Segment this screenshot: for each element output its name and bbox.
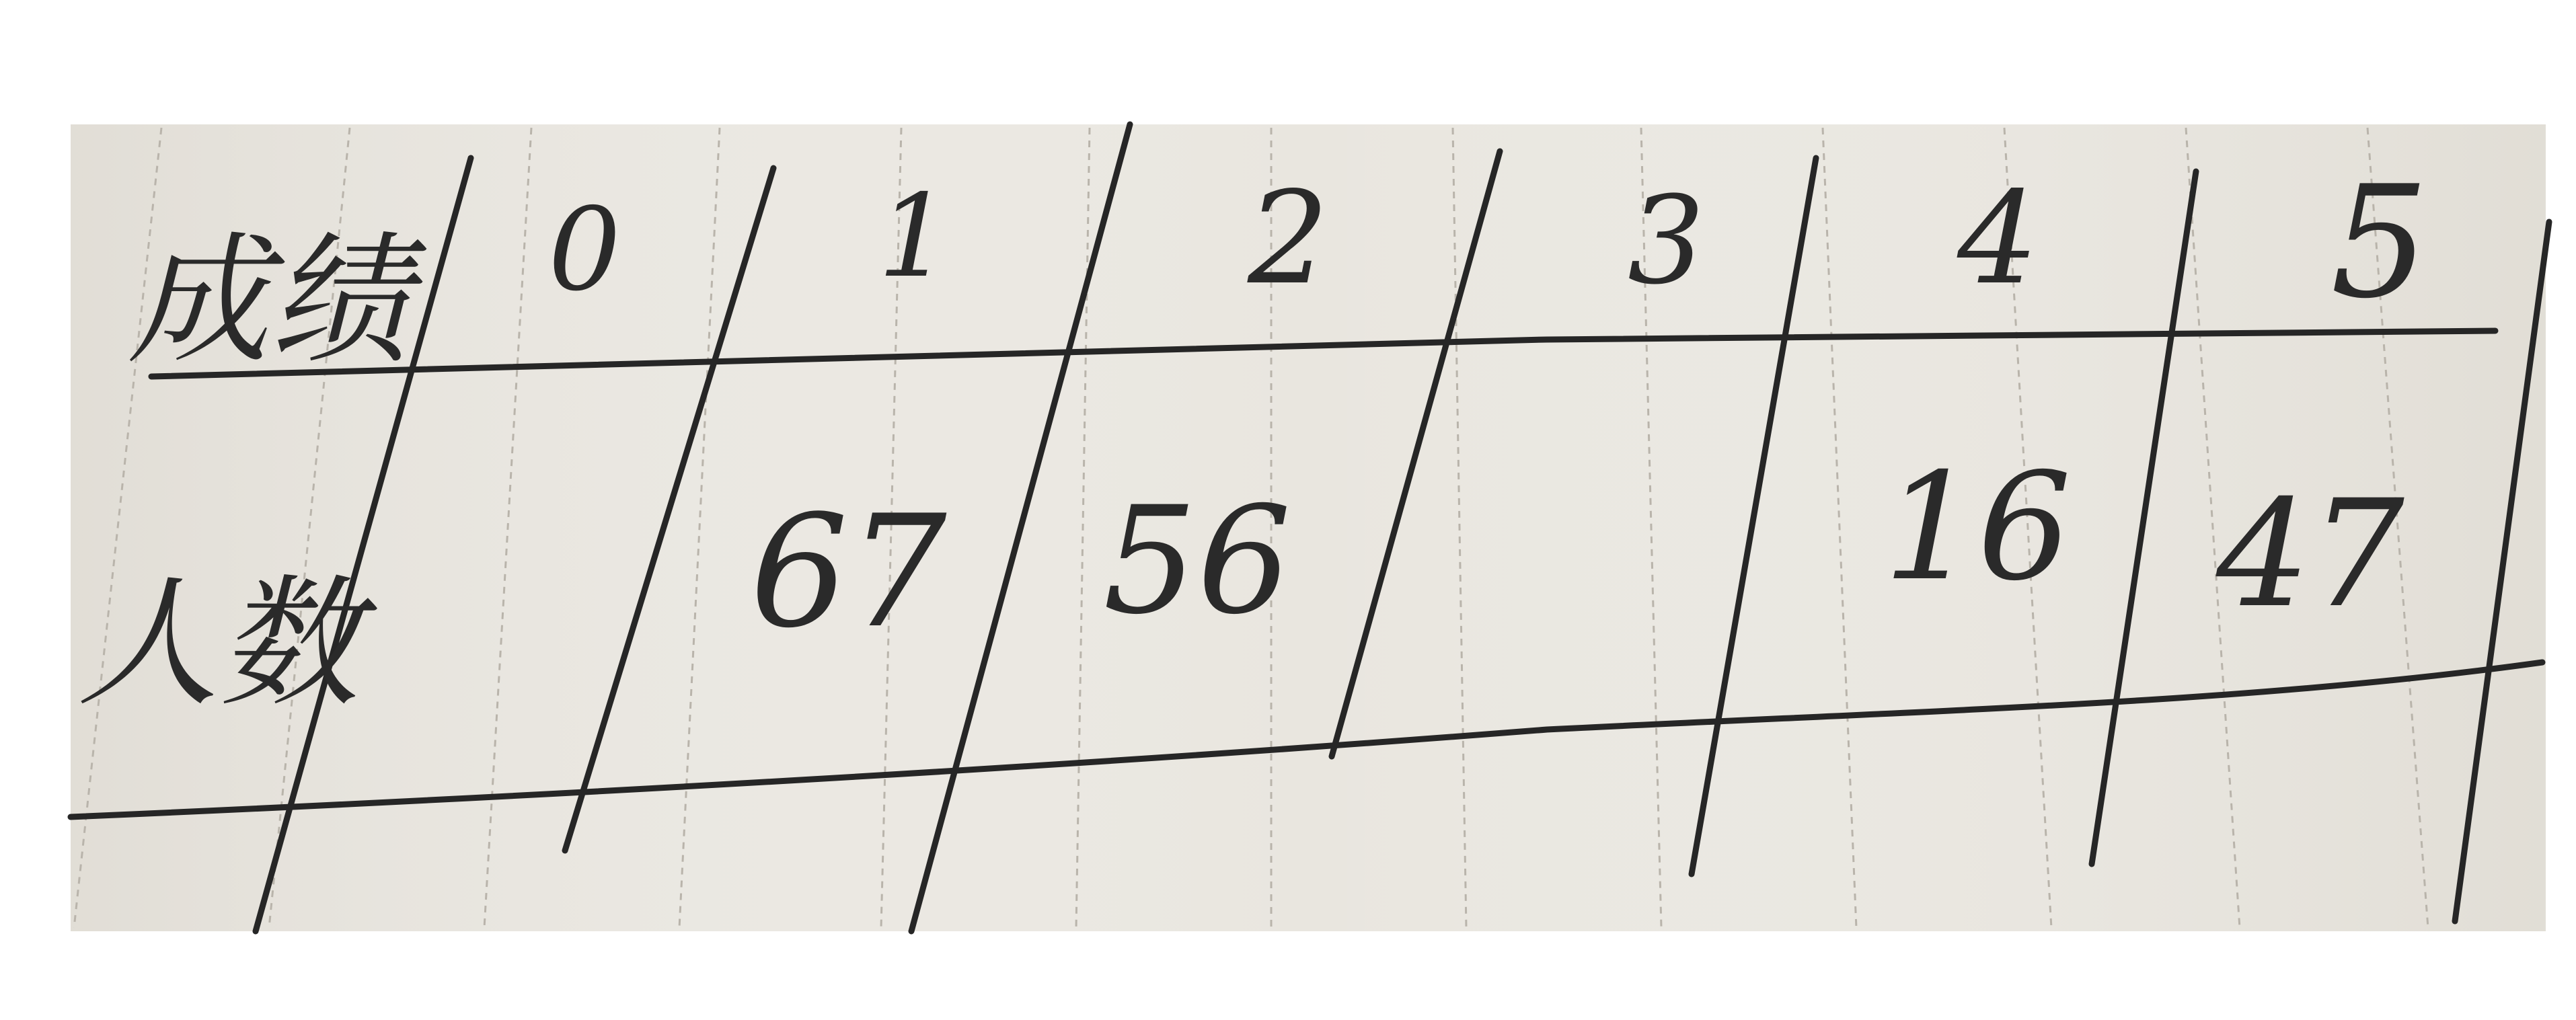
row-header-top: 成绩 <box>128 219 411 383</box>
value-cell: 67 <box>750 483 947 662</box>
column-label: 1 <box>878 170 951 303</box>
column-label: 2 <box>1248 164 1329 313</box>
value-cell: 16 <box>1883 441 2072 613</box>
column-label: 3 <box>1628 171 1705 311</box>
column-label: 4 <box>1957 164 2039 313</box>
value-cell: 56 <box>1103 475 1291 647</box>
column-label: 5 <box>2331 153 2429 333</box>
column-label: 0 <box>548 184 621 317</box>
value-cell: 47 <box>2216 468 2404 640</box>
row-header-bottom: 人数 <box>77 561 361 726</box>
